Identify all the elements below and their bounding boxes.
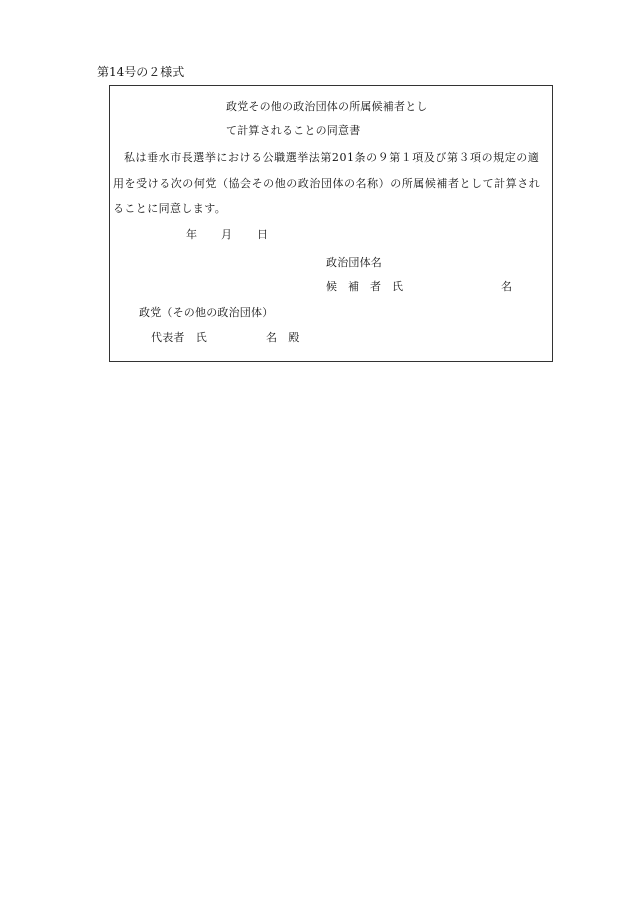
date-day-label: 日 [257, 228, 269, 241]
representative-name-label: 代表者 氏 [151, 331, 207, 344]
form-title-line-2: て計算されることの同意書 [226, 124, 361, 137]
candidate-name-label: 候 補 者 氏 [326, 280, 403, 293]
consent-text-line-2: 用を受ける次の何党（協会その他の政治団体の名称）の所属候補者として計算され [113, 177, 541, 190]
consent-text-line-1: 私は垂水市長選挙における公職選挙法第201条の９第１項及び第３項の規定の適 [124, 151, 540, 164]
form-title-line-1: 政党その他の政治団体の所属候補者とし [226, 100, 428, 113]
consent-form-box [109, 85, 553, 362]
party-label: 政党（その他の政治団体） [139, 306, 274, 319]
consent-text-line-3: ることに同意します。 [113, 202, 227, 215]
date-year-label: 年 [186, 228, 198, 241]
organization-name-label: 政治団体名 [326, 256, 382, 269]
date-month-label: 月 [221, 228, 233, 241]
candidate-name-suffix: 名 [501, 280, 513, 293]
representative-name-suffix: 名 殿 [266, 331, 300, 344]
form-number: 第14号の２様式 [97, 65, 185, 79]
